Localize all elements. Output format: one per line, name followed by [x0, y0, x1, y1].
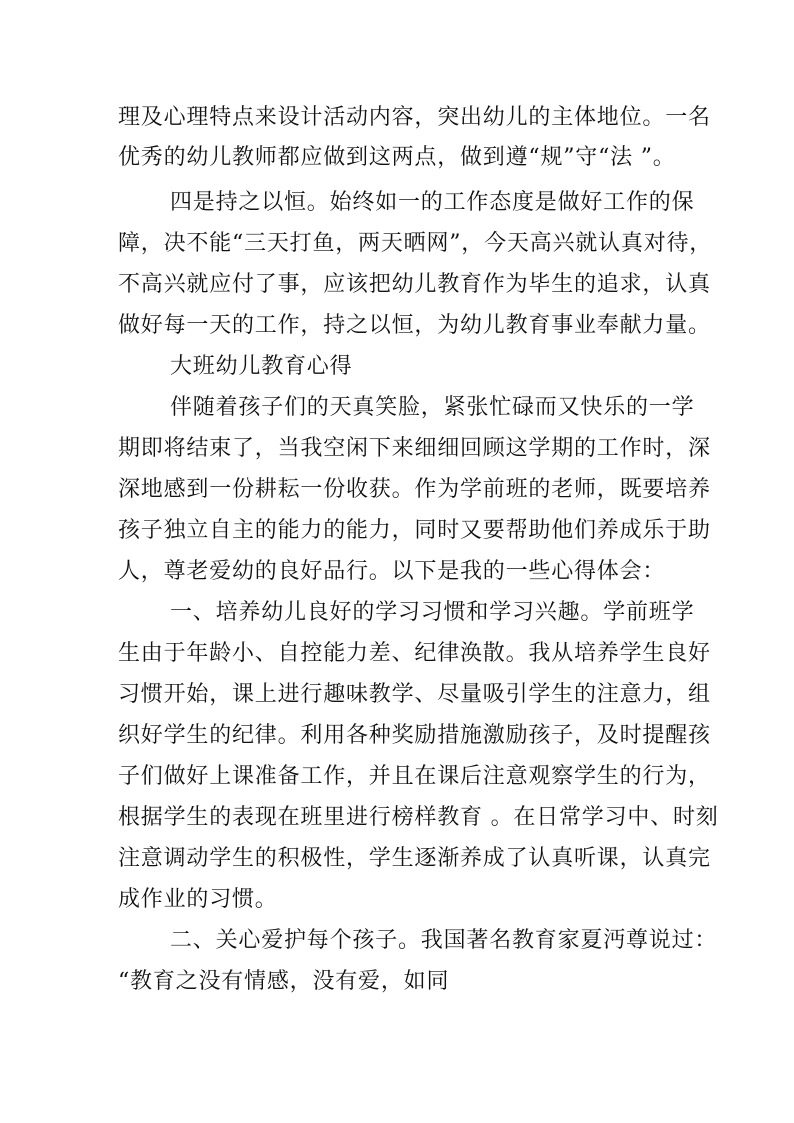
paragraph-start-line: 一、培养幼儿良好的学习习惯和学习兴趣。学前班学	[170, 600, 695, 625]
text-line: 注意调动学生的积极性，学生逐渐养成了认真听课，认真完	[118, 846, 711, 871]
text-line: 障，决不能“三天打鱼，两天晒网”，今天高兴就认真对待，	[118, 231, 713, 256]
text-line: “教育之没有情感，没有爱，如同	[118, 969, 450, 994]
paragraph-start-line: 四是持之以恒。始终如一的工作态度是做好工作的保	[170, 190, 695, 215]
text-line: 理及心理特点来设计活动内容，突出幼儿的主体地位。一名	[118, 105, 711, 130]
paragraph-start-line: 二、关心爱护每个孩子。我国著名教育家夏沔尊说过：	[170, 928, 718, 953]
text-line: 根据学生的表现在班里进行榜样教育 。在日常学习中、时刻	[118, 805, 719, 830]
text-line: 成作业的习惯。	[118, 887, 278, 912]
text-line: 优秀的幼儿教师都应做到这两点，做到遵“规”守“法 ”。	[118, 145, 676, 170]
paragraph-start-line: 伴随着孩子们的天真笑脸，紧张忙碌而又快乐的一学	[170, 395, 695, 420]
text-line: 不高兴就应付了事，应该把幼儿教育作为毕生的追求，认真	[118, 272, 711, 297]
text-line: 深地感到一份耕耘一份收获。作为学前班的老师，既要培养	[118, 477, 711, 502]
text-line: 人，尊老爱幼的良好品行。以下是我的一些心得体会：	[118, 559, 666, 584]
text-line: 习惯开始，课上进行趣味教学、尽量吸引学生的注意力，组	[118, 682, 711, 707]
section-heading: 大班幼儿教育心得	[170, 354, 353, 379]
text-line: 做好每一天的工作，持之以恒，为幼儿教育事业奉献力量。	[118, 313, 711, 338]
text-line: 织好学生的纪律。利用各种奖励措施激励孩子，及时提醒孩	[118, 723, 711, 748]
text-line: 孩子独立自主的能力的能力，同时又要帮助他们养成乐于助	[118, 518, 711, 543]
text-line: 子们做好上课准备工作，并且在课后注意观察学生的行为，	[118, 764, 711, 789]
text-line: 期即将结束了，当我空闲下来细细回顾这学期的工作时，深	[118, 436, 711, 461]
text-line: 生由于年龄小、自控能力差、纪律涣散。我从培养学生良好	[118, 641, 711, 666]
